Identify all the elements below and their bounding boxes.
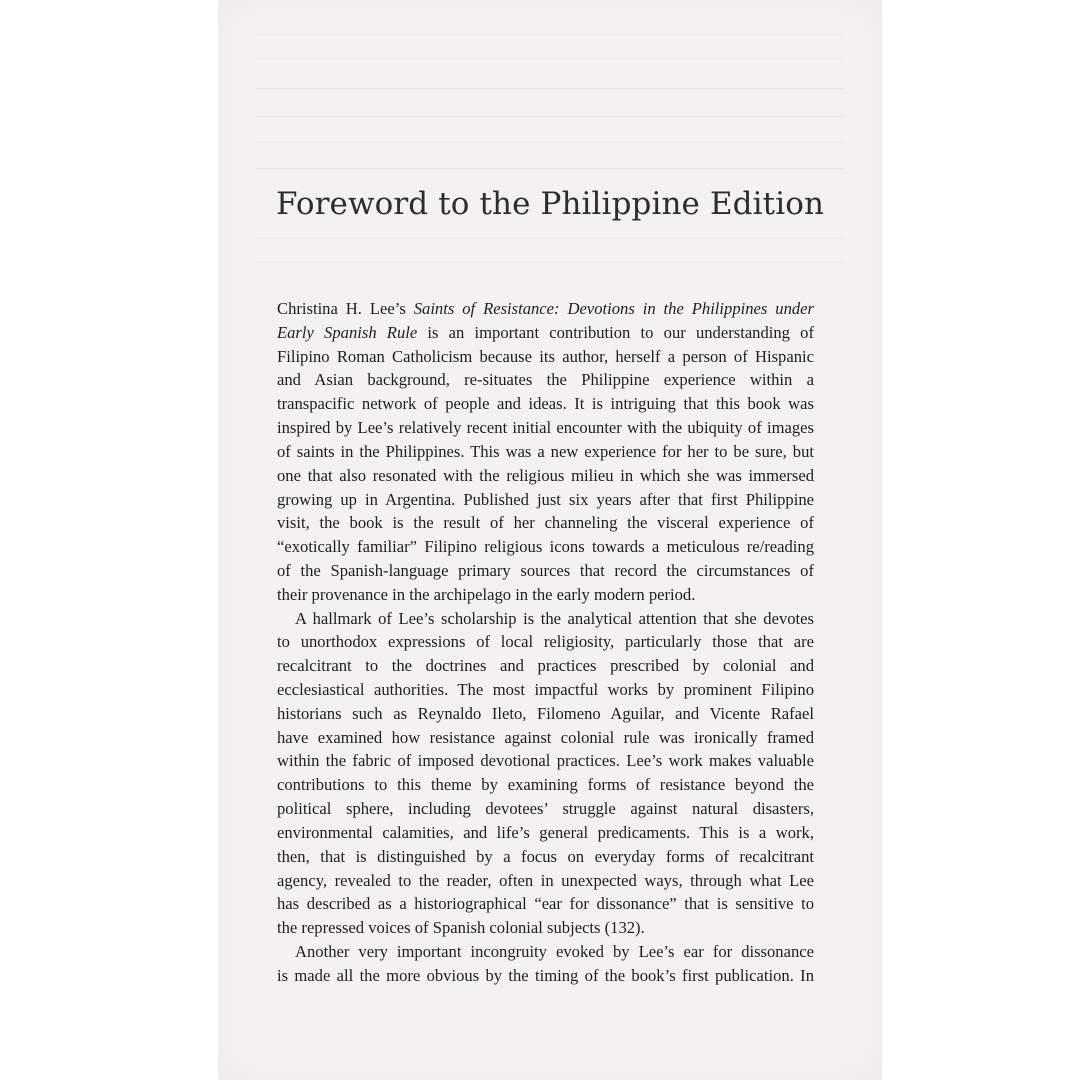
- text-line: [277, 726, 814, 750]
- text-run: transpacific network of people and ideas. It is intriguing that this book was: [277, 394, 814, 414]
- text-run: historians such as Reynaldo Ileto, Filomeno Aguilar, and Vicente Rafael: [277, 703, 814, 723]
- text-run: of saints in the Philippines. This was a new experience for her to be sure, but: [277, 441, 814, 461]
- text-line: [277, 559, 814, 583]
- text-run: inspired by Lee’s relatively recent initial encounter with the ubiquity of images: [277, 418, 814, 438]
- text-line: [277, 869, 814, 893]
- text-run: “exotically familiar” Filipino religious icons towards a meticulous re/reading: [277, 537, 814, 557]
- text-line: [277, 464, 814, 488]
- text-line: [277, 488, 814, 512]
- text-line: [277, 702, 814, 726]
- page-title: Foreword to the Philippine Edition: [275, 186, 825, 222]
- text-line: [277, 630, 814, 654]
- text-line: [277, 440, 814, 464]
- text-line: [277, 654, 814, 678]
- text-run: political sphere, including devotees’ struggle against natural disasters,: [277, 799, 814, 819]
- text-line: [277, 892, 814, 916]
- show-through-line: [256, 34, 844, 35]
- book-title-italic: Saints of Resistance: Devotions in the Philippines under: [413, 299, 814, 318]
- foreword-body: [277, 297, 814, 988]
- show-through-line: [256, 262, 844, 263]
- text-run: has described as a historiographical “ear for dissonance” that is sensitive to: [277, 894, 814, 914]
- show-through-line: [256, 142, 844, 143]
- text-line: [277, 797, 814, 821]
- text-line: [277, 416, 814, 440]
- text-run: within the fabric of imposed devotional practices. Lee’s work makes valuable: [277, 751, 814, 771]
- text-run: Christina H. Lee’s: [277, 299, 414, 318]
- text-run: growing up in Argentina. Published just six years after that first Philippine: [277, 489, 814, 509]
- show-through-line: [256, 88, 844, 89]
- text-line: [277, 368, 814, 392]
- text-run: A hallmark of Lee’s scholarship is the analytical attention that she devotes: [295, 608, 814, 628]
- text-line: [277, 678, 814, 702]
- show-through-line: [256, 58, 844, 59]
- text-run: the repressed voices of Spanish colonial subjects (132).: [277, 918, 645, 938]
- text-run: visit, the book is the result of her channeling the visceral experience of: [277, 513, 814, 533]
- text-line: [277, 583, 814, 607]
- text-line: [277, 535, 814, 559]
- book-page: [218, 0, 882, 1080]
- text-run: agency, revealed to the reader, often in unexpected ways, through what Lee: [277, 870, 814, 890]
- text-run: to unorthodox expressions of local religiosity, particularly those that are: [277, 632, 814, 652]
- text-run: is made all the more obvious by the timing of the book’s first publication. In: [277, 965, 814, 985]
- text-line: [277, 297, 814, 321]
- text-run: ecclesiastical authorities. The most impactful works by prominent Filipino: [277, 680, 814, 699]
- text-run: recalcitrant to the doctrines and practices prescribed by colonial and: [277, 656, 814, 676]
- text-line: [277, 821, 814, 845]
- text-line: [277, 607, 814, 631]
- text-run: then, that is distinguished by a focus on everyday forms of recalcitrant: [277, 846, 814, 866]
- show-through-line: [256, 238, 844, 239]
- show-through-line: [256, 168, 844, 169]
- show-through-line: [256, 116, 844, 117]
- paragraph: [277, 940, 814, 988]
- text-run: Another very important incongruity evoked by Lee’s ear for dissonance: [295, 941, 814, 961]
- text-run: is an important contribution to our understanding of: [417, 322, 814, 342]
- text-line: [277, 845, 814, 869]
- text-run: environmental calamities, and life’s general predicaments. This is a work,: [277, 822, 814, 842]
- text-line: [277, 916, 814, 940]
- text-run: one that also resonated with the religious milieu in which she was immersed: [277, 465, 814, 485]
- text-line: [277, 511, 814, 535]
- text-line: [277, 940, 814, 964]
- text-run: Filipino Roman Catholicism because its author, herself a person of Hispanic: [277, 346, 814, 366]
- text-line: [277, 392, 814, 416]
- text-line: [277, 345, 814, 369]
- book-title-italic: Early Spanish Rule: [277, 322, 418, 342]
- text-line: [277, 964, 814, 988]
- text-run: of the Spanish-language primary sources that record the circumstances of: [277, 560, 814, 580]
- text-run: and Asian background, re-situates the Philippine experience within a: [277, 370, 814, 390]
- text-line: [277, 321, 814, 345]
- text-run: their provenance in the archipelago in the early modern period.: [277, 584, 696, 604]
- text-run: have examined how resistance against colonial rule was ironically framed: [277, 727, 814, 747]
- paragraph: [277, 607, 814, 940]
- text-line: [277, 773, 814, 797]
- text-run: contributions to this theme by examining forms of resistance beyond the: [277, 775, 814, 795]
- paragraph: [277, 297, 814, 607]
- text-line: [277, 749, 814, 773]
